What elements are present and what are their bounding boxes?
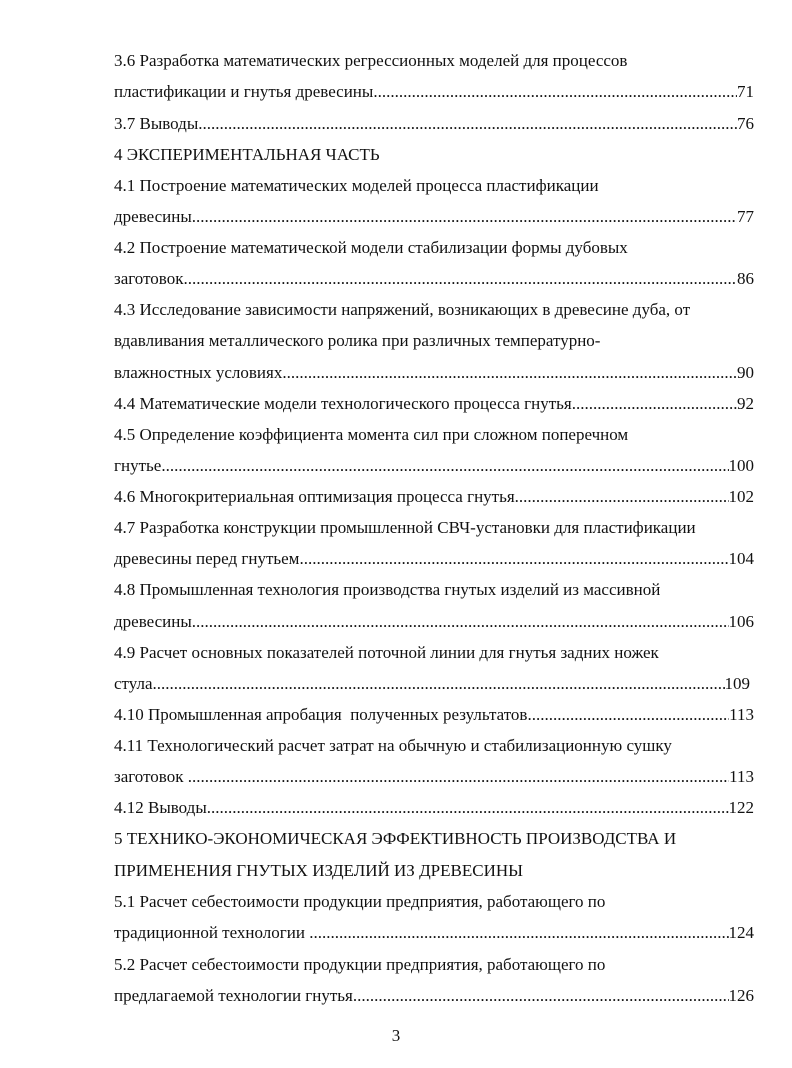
toc-entry-5-2-line2 [114, 985, 754, 1007]
dot-leader [299, 548, 728, 570]
toc-entry-4-2-line1: 4.2 Построение математической модели стабилизации формы дубовых [114, 238, 628, 257]
toc-page-number: 90 [737, 363, 754, 382]
toc-entry-3-6-line1: 3.6 Разработка математических регрессионных моделей для процессов [114, 51, 628, 70]
toc-entry-4-9-line2 [114, 673, 750, 695]
toc-entry-text: традиционной технологии [114, 923, 310, 942]
toc-entry-4-6 [114, 486, 754, 508]
toc-entry-text: 4.10 Промышленная апробация полученных результатов [114, 705, 528, 724]
toc-entry-4-2-line2 [114, 268, 754, 290]
toc-entry-4-5-line1: 4.5 Определение коэффициента момента сил при сложном поперечном [114, 425, 629, 444]
dot-leader [198, 113, 737, 135]
dot-leader [353, 985, 729, 1007]
toc-entry-4-1-line2 [114, 206, 754, 228]
dot-leader [572, 393, 737, 415]
toc-entry-text: древесины перед гнутьем [114, 549, 300, 568]
toc-page-number: 76 [737, 114, 754, 133]
toc-entry-4-12 [114, 797, 754, 819]
dot-leader [207, 797, 729, 819]
toc-entry-4-9-line1: 4.9 Расчет основных показателей поточной линии для гнутья задних ножек [114, 643, 659, 662]
toc-entry-text: гнутье [114, 456, 162, 475]
toc-entry-4-10 [114, 704, 754, 726]
dot-leader [373, 81, 737, 103]
toc-entry-5-1-line1: 5.1 Расчет себестоимости продукции предприятия, работающего по [114, 892, 606, 911]
toc-entry-4-7-line2 [114, 548, 754, 570]
dot-leader [192, 206, 737, 228]
toc-entry-text: древесины [114, 612, 192, 631]
toc-page-number: 100 [728, 456, 754, 475]
toc-page-number: 92 [737, 394, 754, 413]
dot-leader [192, 611, 729, 633]
toc-entry-4-3-line3 [114, 362, 754, 384]
toc-entry-text: 4.4 Математические модели технологического процесса гнутья [114, 394, 572, 413]
toc-entry-4-3-line2: вдавливания металлического ролика при различных температурно- [114, 331, 601, 350]
toc-page-number: 113 [729, 767, 754, 786]
toc-entry-text: заготовок [114, 767, 188, 786]
toc-entry-text: влажностных условиях [114, 363, 283, 382]
toc-entry-3-7 [114, 113, 754, 135]
toc-entry-5-2-line1: 5.2 Расчет себестоимости продукции предприятия, работающего по [114, 955, 606, 974]
toc-entry-text: стула [114, 674, 153, 693]
toc-page-number: 71 [737, 82, 754, 101]
toc-page-number: 77 [737, 207, 754, 226]
toc-page-number: 102 [728, 487, 754, 506]
toc-chapter-5-heading-line1: 5 ТЕХНИКО-ЭКОНОМИЧЕСКАЯ ЭФФЕКТИВНОСТЬ ПРОИЗВОДСТВА И [114, 829, 677, 848]
toc-entry-4-8-line2 [114, 611, 754, 633]
toc-entry-4-8-line1: 4.8 Промышленная технология производства гнутых изделий из массивной [114, 580, 661, 599]
toc-page-number: 86 [737, 269, 754, 288]
toc-page-number: 106 [728, 612, 754, 631]
toc-page-number: 124 [728, 923, 754, 942]
toc-entry-3-6-line2 [114, 81, 754, 103]
dot-leader [153, 673, 725, 695]
dot-leader [527, 704, 729, 726]
toc-page-number: 113 [729, 705, 754, 724]
toc-entry-4-3-line1: 4.3 Исследование зависимости напряжений, возникающих в древесине дуба, от [114, 300, 691, 319]
toc-chapter-5-heading-line2: ПРИМЕНЕНИЯ ГНУТЫХ ИЗДЕЛИЙ ИЗ ДРЕВЕСИНЫ [114, 861, 523, 880]
dot-leader [161, 455, 728, 477]
toc-entry-4-4 [114, 393, 754, 415]
toc-entry-text: 3.7 Выводы [114, 114, 199, 133]
toc-entry-4-11-line2 [114, 766, 754, 788]
toc-entry-text: 4.12 Выводы [114, 798, 207, 817]
dot-leader [282, 362, 737, 384]
toc-entry-text: древесины [114, 207, 192, 226]
toc-entry-text: 4.6 Многокритериальная оптимизация процесса гнутья [114, 487, 515, 506]
toc-entry-4-1-line1: 4.1 Построение математических моделей процесса пластификации [114, 176, 599, 195]
toc-entry-5-1-line2 [114, 922, 754, 944]
toc-entry-text: заготовок [114, 269, 184, 288]
toc-entry-4-11-line1: 4.11 Технологический расчет затрат на обычную и стабилизационную сушку [114, 736, 672, 755]
toc-page-number: 126 [728, 986, 754, 1005]
toc-entry-text: предлагаемой технологии гнутья [114, 986, 353, 1005]
dot-leader [515, 486, 729, 508]
toc-page-number: 122 [728, 798, 754, 817]
toc-entry-4-5-line2 [114, 455, 754, 477]
toc-chapter-4-heading: 4 ЭКСПЕРИМЕНТАЛЬНАЯ ЧАСТЬ [114, 145, 380, 164]
dot-leader [309, 922, 728, 944]
toc-entry-text: пластификации и гнутья древесины [114, 82, 374, 101]
dot-leader [183, 268, 737, 290]
toc-entry-4-7-line1: 4.7 Разработка конструкции промышленной СВЧ-установки для пластификации [114, 518, 696, 537]
toc-page-number: 109 [724, 674, 750, 693]
toc-page-number: 104 [728, 549, 754, 568]
dot-leader [188, 766, 729, 788]
page-number: 3 [391, 1026, 401, 1045]
